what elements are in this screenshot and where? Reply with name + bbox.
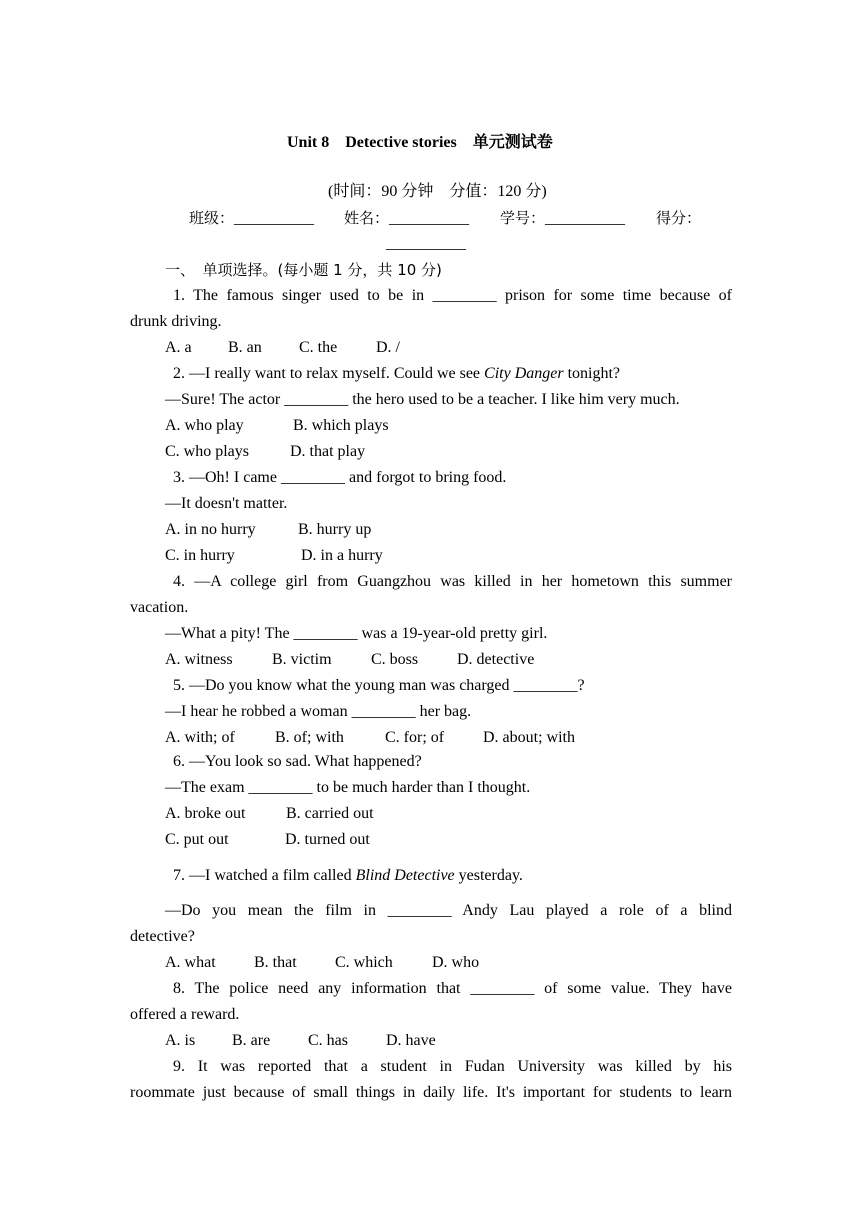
q5-option-c: C. for; of (385, 729, 445, 746)
name-label: 姓名： (344, 209, 390, 227)
q6-option-c: C. put out (165, 831, 229, 848)
q2-line1: 2. —I really want to relax myself. Could we see City Danger tonight? (173, 365, 621, 382)
q7-line2: —Do you mean the film in ________ Andy Lau played a role of a blind (165, 902, 732, 919)
q5-line1: 5. —Do you know what the young man was charged ________? (173, 677, 585, 694)
q6-option-b: B. carried out (286, 805, 374, 822)
section-heading: 一、 单项选择。(每小题 1 分，共 10 分) (165, 261, 442, 279)
q7-line3: detective? (130, 928, 195, 945)
name-blank: __________ (389, 210, 470, 227)
q3-option-c: C. in hurry (165, 547, 235, 564)
score-blank: __________ (386, 235, 466, 252)
q3-option-d: D. in a hurry (301, 547, 383, 564)
q3-option-b: B. hurry up (298, 521, 372, 538)
film-title: Blind Detective (355, 867, 455, 884)
page-title: Unit 8 Detective stories 单元测试卷 (287, 134, 553, 151)
q5-line2: —I hear he robbed a woman ________ her bag. (165, 703, 472, 720)
score-label: 得分： (656, 209, 702, 227)
q2-option-c: C. who plays (165, 443, 249, 460)
q4-option-d: D. detective (457, 651, 535, 668)
score-field (656, 208, 701, 229)
q4-option-b: B. victim (272, 651, 332, 668)
q9-line2: roommate just because of small things in daily life. It's important for students to learn (130, 1084, 732, 1101)
q2-option-b: B. which plays (293, 417, 389, 434)
q1-option-a: A. a (165, 339, 192, 356)
class-blank: __________ (234, 210, 315, 227)
q7-line1: 7. —I watched a film called Blind Detective yesterday. (173, 867, 523, 884)
class-field (189, 208, 314, 229)
q4-line2: vacation. (130, 599, 189, 616)
q7-option-d: D. who (432, 954, 480, 971)
q1-line1: 1. The famous singer used to be in ________ prison for some time because of (173, 287, 732, 304)
student-id-label: 学号： (500, 209, 546, 227)
q8-line2: offered a reward. (130, 1006, 240, 1023)
q4-option-c: C. boss (371, 651, 419, 668)
q4-option-a: A. witness (165, 651, 233, 668)
q2-option-d: D. that play (290, 443, 366, 460)
q8-option-d: D. have (386, 1032, 436, 1049)
name-field (344, 208, 469, 229)
q6-line1: 6. —You look so sad. What happened? (173, 753, 422, 770)
q4-line3: —What a pity! The ________ was a 19-year-old pretty girl. (165, 625, 548, 642)
q6-option-d: D. turned out (285, 831, 370, 848)
q8-option-b: B. are (232, 1032, 271, 1049)
class-label: 班级： (189, 209, 235, 227)
q7-option-c: C. which (335, 954, 393, 971)
q3-line2: —It doesn't matter. (165, 495, 288, 512)
exam-info: (时间：90 分钟 分值：120 分) (328, 183, 547, 200)
student-id-field (500, 208, 625, 229)
q9-line1: 9. It was reported that a student in Fudan University was killed by his (173, 1058, 732, 1075)
q2-line2: —Sure! The actor ________ the hero used to be a teacher. I like him very much. (165, 391, 680, 408)
q8-option-a: A. is (165, 1032, 196, 1049)
q1-option-b: B. an (228, 339, 262, 356)
film-title: City Danger (484, 365, 564, 382)
q7-option-b: B. that (254, 954, 297, 971)
q6-line2: —The exam ________ to be much harder than I thought. (165, 779, 531, 796)
q6-option-a: A. broke out (165, 805, 246, 822)
q1-option-c: C. the (299, 339, 338, 356)
q2-option-a: A. who play (165, 417, 244, 434)
q3-line1: 3. —Oh! I came ________ and forgot to bring food. (173, 469, 507, 486)
q1-option-d: D. / (376, 339, 400, 356)
q1-line2: drunk driving. (130, 313, 222, 330)
q5-option-a: A. with; of (165, 729, 235, 746)
q3-option-a: A. in no hurry (165, 521, 256, 538)
q5-option-d: D. about; with (483, 729, 575, 746)
q4-line1: 4. —A college girl from Guangzhou was killed in her hometown this summer (173, 573, 732, 590)
student-id-blank: __________ (545, 210, 626, 227)
q8-option-c: C. has (308, 1032, 348, 1049)
q5-option-b: B. of; with (275, 729, 344, 746)
q8-line1: 8. The police need any information that ________ of some value. They have (173, 980, 732, 997)
q7-option-a: A. what (165, 954, 216, 971)
